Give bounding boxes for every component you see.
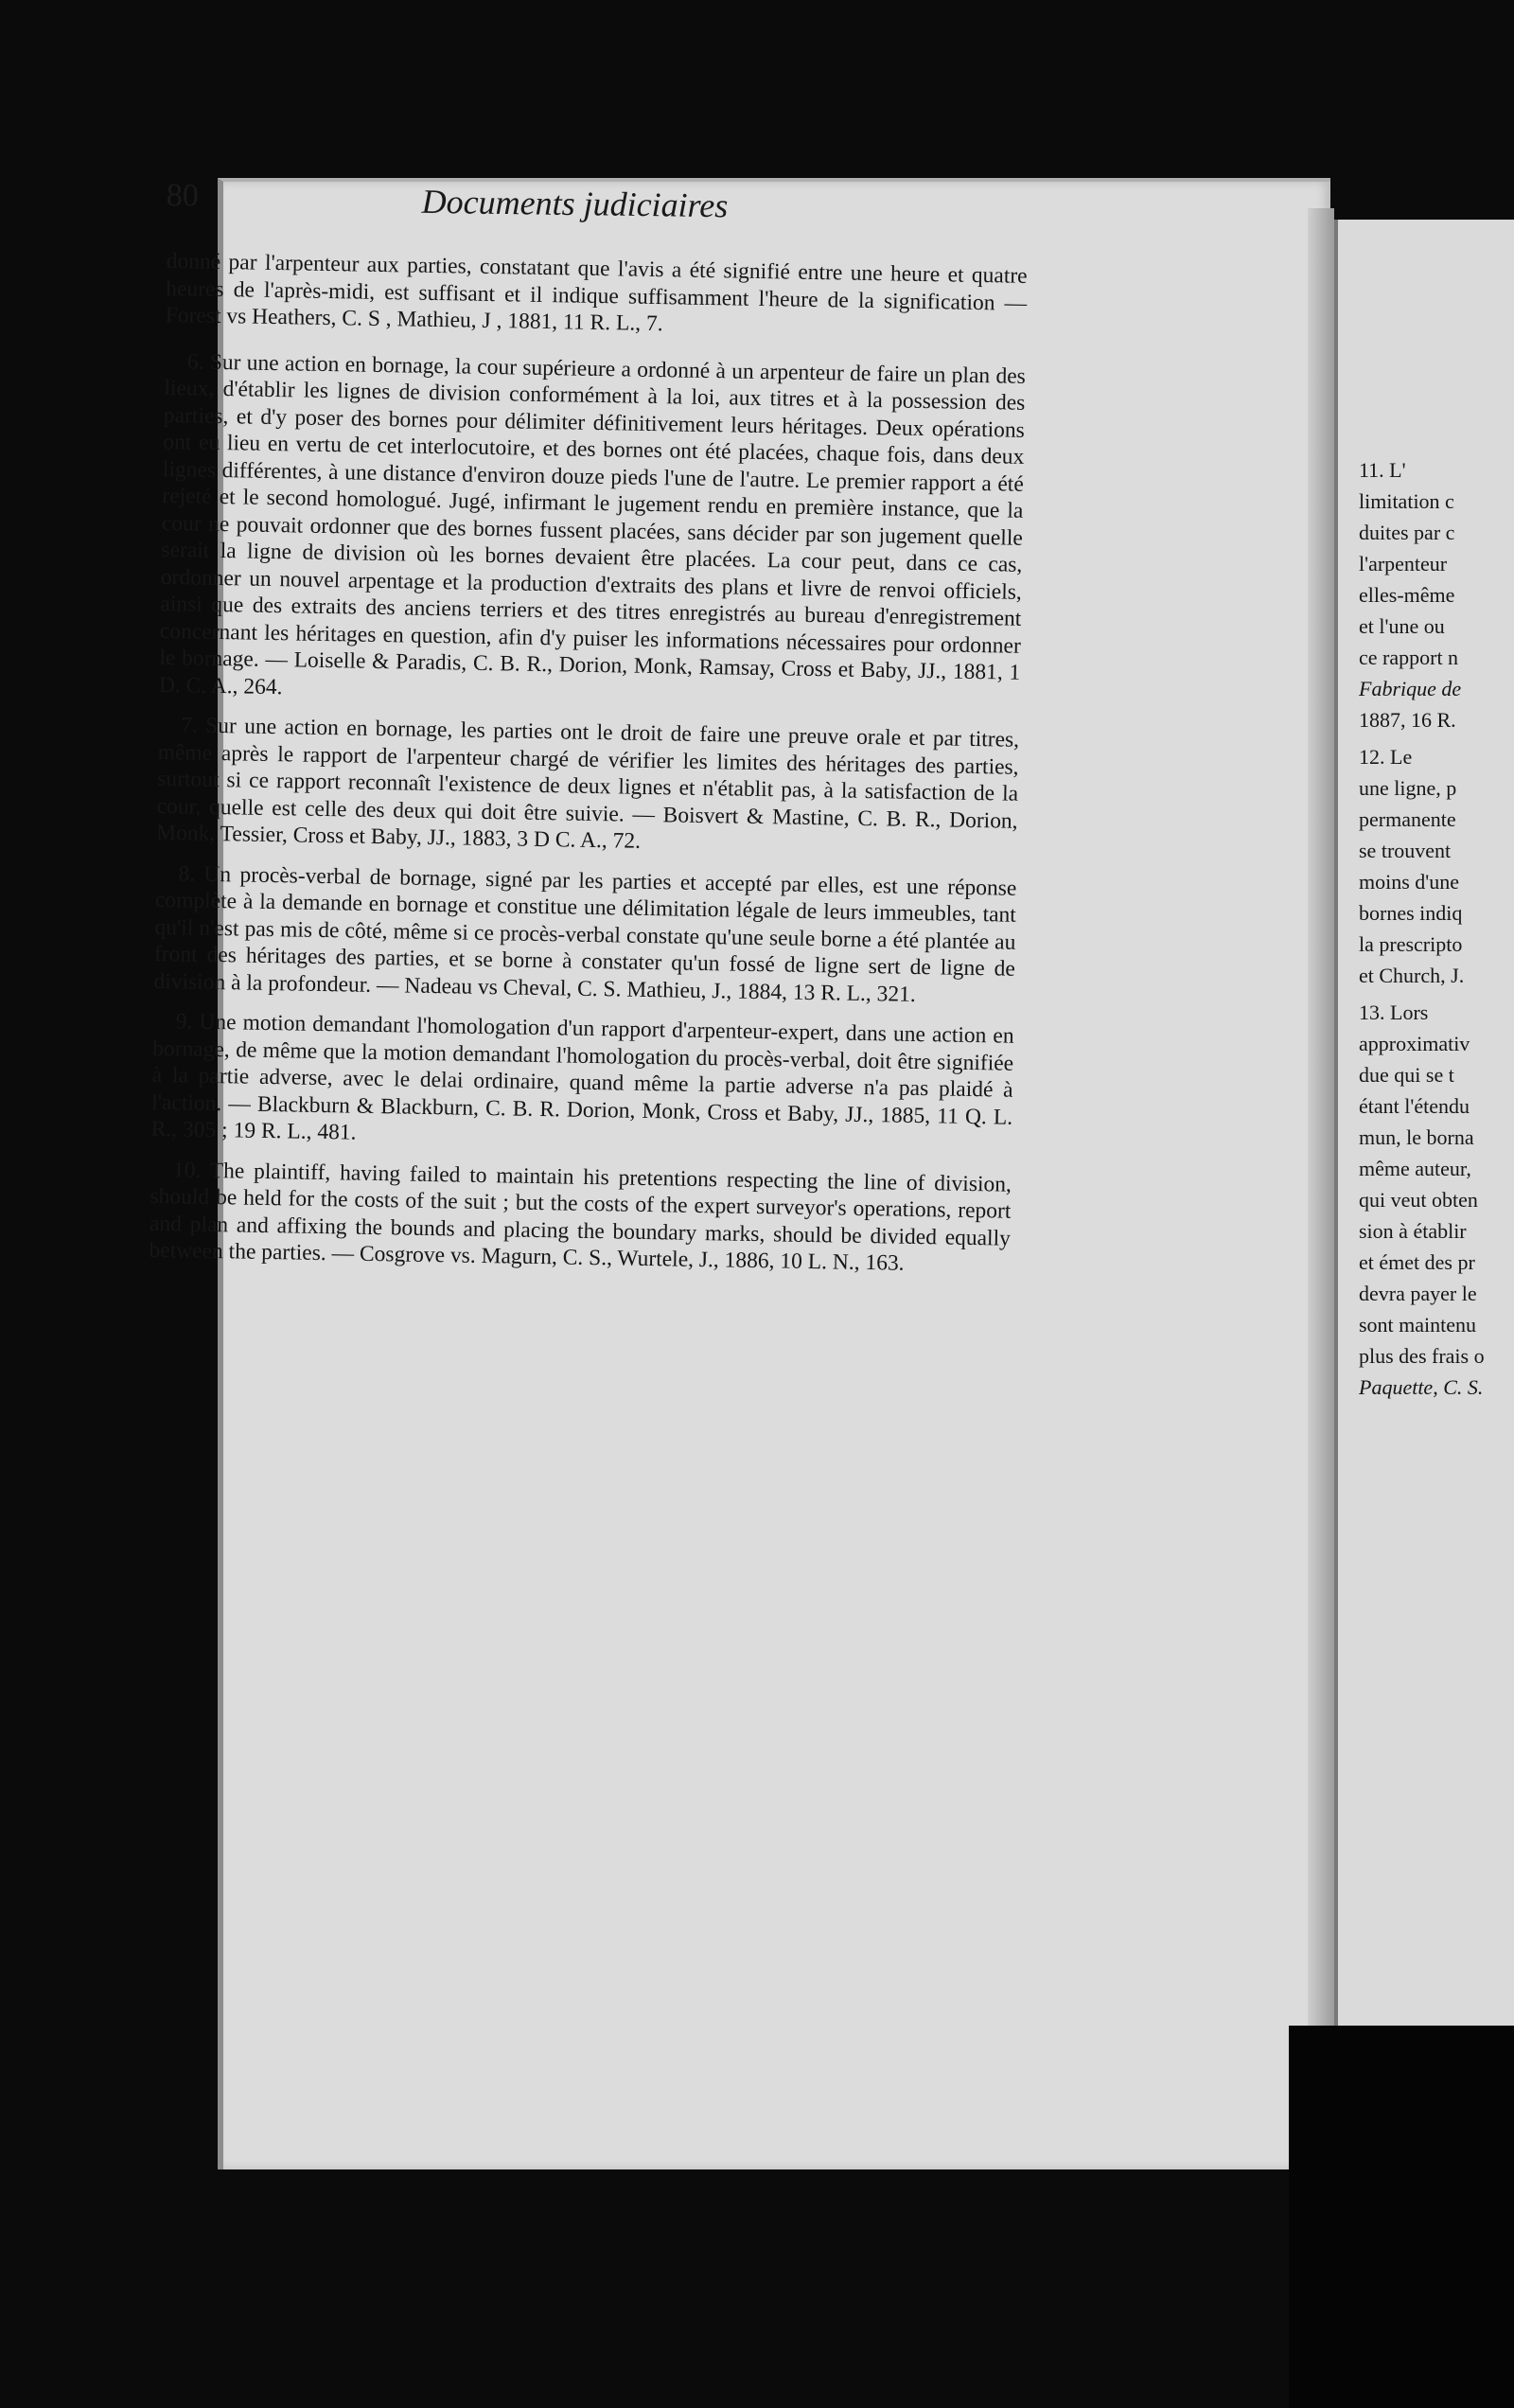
facing-page-line: qui veut obten: [1359, 1188, 1478, 1212]
facing-page-line: approximativ: [1359, 1032, 1470, 1055]
facing-page-line: et émet des pr: [1359, 1250, 1475, 1274]
facing-page-line: limitation c: [1359, 489, 1454, 513]
main-text: [149, 248, 1028, 1292]
facing-page-line: et Church, J.: [1359, 964, 1465, 987]
page-header: [166, 178, 1018, 247]
facing-page-line: la prescripto: [1359, 932, 1463, 956]
facing-page-line: et l'une ou: [1359, 614, 1445, 638]
facing-page-line: une ligne, p: [1359, 776, 1457, 800]
facing-page-line: 12. Le: [1359, 745, 1413, 769]
facing-page-line: mun, le borna: [1359, 1125, 1474, 1149]
running-title: Documents judiciaires: [421, 182, 729, 225]
facing-page: [1334, 220, 1514, 2188]
paragraph-6: 6. Sur une action en bornage, la cour supérieure a ordonné à un arpenteur de faire un plan des lieux, d'établir les lignes de division conformément à la loi, aux titres et à la possession des parties, et d'y poser des bornes pour délimiter définitivement leurs héritages. Deux opérations ont eu lieu en vertu de cet interlocutoire, et des bornes ont été placées, chaque fois, dans deux lignes différentes, à une distance d'environ douze pieds l'une de l'autre. Le premier rapport a été rejeté et le second homologué. Jugé, infirmant le jugement rendu en première instance, que la cour ne pouvait ordonner que des bornes fussent placées, sans décider par son jugement quelle serait la ligne de division où les bornes devaient être placées. La cour peut, dans ce cas, ordonner un nouvel arpentage et la production d'extraits des plans et livre de renvoi officiels, ainsi que des extraits des anciens terriers et des titres enregistrés au bureau d'enregistrement concernant les héritages en question, afin d'y puiser les informations nécessaires pour ordonner le bornage. — Loiselle & Paradis, C. B. R., Dorion, Monk, Ramsay, Cross et Baby, JJ., 1881, 1 D. C. A., 264.: [158, 348, 1027, 699]
facing-page-line: moins d'une: [1359, 870, 1460, 894]
facing-page-text: [1359, 454, 1514, 1403]
page-edge-shadow: [1308, 208, 1334, 2111]
facing-page-line: sion à établir: [1359, 1219, 1467, 1243]
facing-page-line: 13. Lors: [1359, 1000, 1429, 1024]
facing-page-line: ce rapport n: [1359, 646, 1459, 669]
facing-page-line: sont maintenu: [1359, 1313, 1477, 1337]
facing-page-line: due qui se t: [1359, 1063, 1454, 1087]
facing-page-line: permanente: [1359, 807, 1456, 831]
facing-page-line: duites par c: [1359, 521, 1455, 544]
paragraph-8: 8. Un procès-verbal de bornage, signé par les parties et accepté par elles, est une réponse complète à la demande en bornage et constitue une délimitation légale de leurs immeubles, tant qu'il n'est pas mis de côté, même si ce procès-verbal constate qu'une seule borne a été plantée au front des héritages des parties, et se borne à constater qu'un fossé de ligne sert de ligne de division à la profondeur. — Nadeau vs Cheval, C. S. Mathieu, J., 1884, 13 R. L., 321.: [153, 860, 1017, 1007]
facing-page-line: 11. L': [1359, 458, 1406, 482]
facing-page-line: Fabrique de: [1359, 677, 1462, 700]
facing-page-line: bornes indiq: [1359, 901, 1463, 925]
facing-page-line: Paquette, C. S.: [1359, 1375, 1484, 1399]
facing-page-line: elles-même: [1359, 583, 1455, 607]
paragraph-7: 7. Sur une action en bornage, les parties ont le droit de faire une preuve orale et par titres, même après le rapport de l'arpenteur chargé de vérifier les limites des héritages des parties, surtout si ce rapport reconnaît l'existence de deux lignes et n'établit pas, à la satisfaction de la cour, quelle est celle des deux qui doit être suivie. — Boisvert & Mastine, C. B. R., Dorion, Monk, Tessier, Cross et Baby, JJ., 1883, 3 D C. A., 72.: [155, 713, 1020, 854]
facing-page-line: étant l'étendu: [1359, 1094, 1470, 1118]
facing-page-line: même auteur,: [1359, 1157, 1471, 1180]
paragraph-10: 10. The plaintiff, having failed to maintain his pretentions respecting the line of division, should be held for the costs of the suit ; but the costs of the expert surveyor's operations, report and plan and affixing the bounds and placing the boundary marks, should be divided equally between the parties. — Cosgrove vs. Magurn, C. S., Wurtele, J., 1886, 10 L. N., 163.: [149, 1157, 1012, 1276]
paragraph-9: 9. Une motion demandant l'homologation d'un rapport d'arpenteur-expert, dans une action en bornage, de même que la motion demandant l'homologation du procès-verbal, doit être signifiée à la partie adverse, avec le delai ordinaire, quand même la partie adverse n'a pas plaidé à l'action. — Blackburn & Blackburn, C. B. R. Dorion, Monk, Cross et Baby, JJ., 1885, 11 Q. L. R., 305 ; 19 R. L., 481.: [150, 1009, 1014, 1145]
facing-page-line: se trouvent: [1359, 839, 1452, 862]
binding-shadow: [1289, 2026, 1514, 2408]
paragraph-continuation: donné par l'arpenteur aux parties, constatant que l'avis a été signifié entre une heure et quatre heures de l'après-midi, est suffisant et il indique suffisamment l'heure de la signification — Forest vs Heathers, C. S , Mathieu, J , 1881, 11 R. L., 7.: [165, 248, 1028, 337]
facing-page-line: devra payer le: [1359, 1282, 1477, 1305]
page-number: 80: [166, 178, 199, 214]
facing-page-line: plus des frais o: [1359, 1344, 1485, 1368]
facing-page-line: 1887, 16 R.: [1359, 708, 1456, 732]
facing-page-line: l'arpenteur: [1359, 552, 1448, 575]
